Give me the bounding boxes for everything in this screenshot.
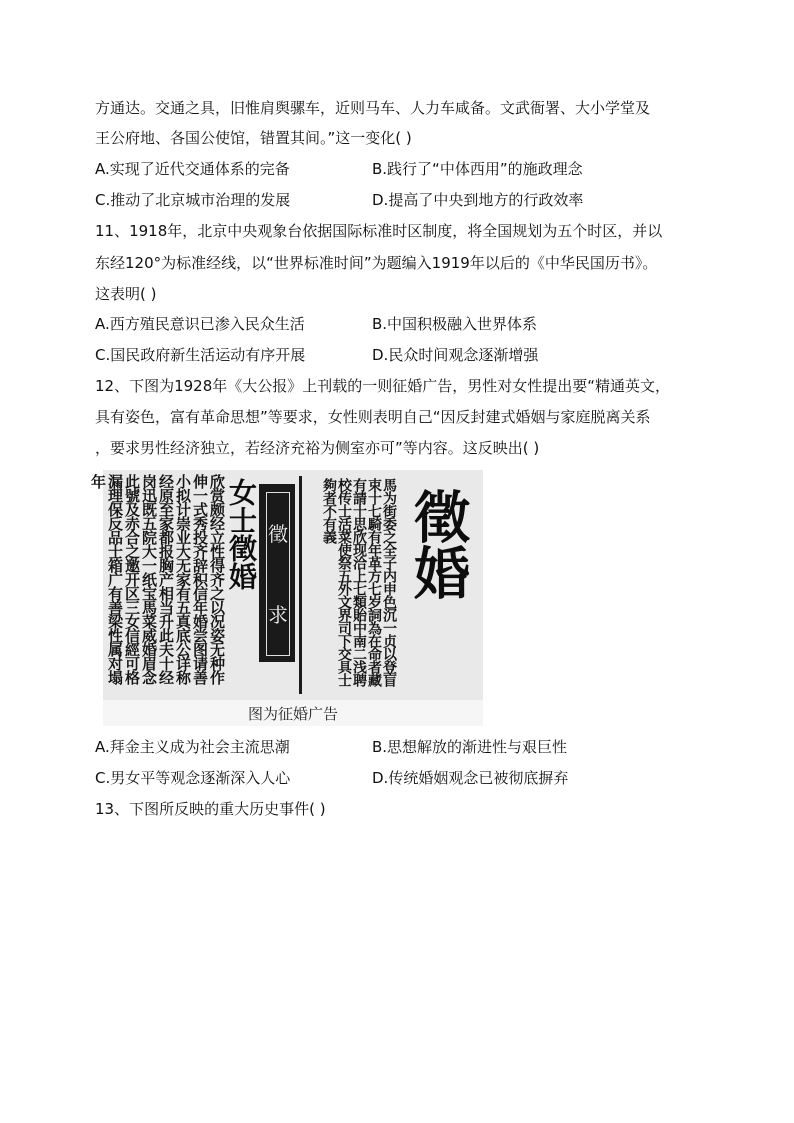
ad-left-title: 女士徵婚 — [225, 478, 258, 590]
q12-stem-line-3: ，要求男性经济独立，若经济充裕为侧室亦可”等内容。这反映出( ) — [95, 439, 540, 457]
q11-stem-line-3: 这表明( ) — [95, 285, 157, 303]
q10-option-b[interactable]: B.践行了“中体西用”的施政理念 — [372, 160, 583, 178]
ad-column-divider — [299, 476, 302, 694]
ad-left-dense-text: 欣赏颇经立性得齐之以况姿无种作伸一式秀投齐辞积信年婚尝图请善小拟计崇业大无家有五真底公详称经原至家都报胸产相当升此夫十经岗迅既五院大一纸宝馬菜威婚眉念此號及赤合之邀开区三女信經可格漏理保反品士箱广有善梁性属对塌年 — [89, 474, 226, 684]
q12-stem-line-2: 具有姿色，富有革命思想”等要求，女性则表明自己“因反封建式婚姻与家庭脱离关系 — [95, 408, 651, 426]
ad-boxed-heading — [259, 484, 295, 662]
q12-option-c[interactable]: C.男女平等观念逐渐深入人心 — [95, 769, 291, 787]
q10-stem-line-1: 方通达。交通之具，旧惟肩舆骡车，近则马车、人力车咸备。文武衙署、大小学堂及 — [95, 99, 651, 117]
q10-option-c[interactable]: C.推动了北京城市治理的发展 — [95, 191, 291, 209]
q10-stem-line-2: 王公府地、各国公使馆，错置其间。”这一变化( ) — [95, 129, 412, 147]
q11-stem-line-1: 11、1918年，北京中央观象台依据国际标准时区制度，将全国规划为五个时区，并以 — [95, 222, 663, 240]
ad-boxed-char-1: 徵 — [268, 521, 288, 546]
figure-caption: 图为征婚广告 — [247, 705, 338, 723]
q11-stem-line-2: 东经120°为标准经线，以“世界标准时间”为题编入1919年以后的《中华民国历书》。 — [95, 254, 658, 272]
ad-boxed-char-2: 求 — [268, 602, 288, 627]
q12-option-b[interactable]: B.思想解放的渐进性与艰巨性 — [372, 738, 568, 756]
q11-option-d[interactable]: D.民众时间观念逐渐增强 — [372, 346, 539, 364]
ad-boxed-inner-frame — [266, 492, 290, 656]
q10-option-d[interactable]: D.提高了中央到地方的行政效率 — [372, 191, 584, 209]
q11-option-a[interactable]: A.西方殖民意识已渗入民众生活 — [95, 315, 305, 333]
q11-option-b[interactable]: B.中国积极融入世界体系 — [372, 315, 538, 333]
q12-option-d[interactable]: D.传统婚姻观念已被彻底摒弃 — [372, 769, 569, 787]
q10-option-a[interactable]: A.实现了近代交通体系的完备 — [95, 160, 290, 178]
ad-right-dense-text: 馬为街委之全子内申色沉一贞以登盲束十七騎有年革方七岁詞為在命者藏有請十思欣现洽上七類貽中南二浅聘校传士活菜使祭五外文界司下交具士夠者不有義 — [321, 478, 397, 686]
newspaper-scan — [89, 470, 483, 700]
q12-option-a[interactable]: A.拜金主义成为社会主流思潮 — [95, 738, 290, 756]
marriage-ad-figure — [89, 470, 483, 726]
q12-stem-line-1: 12、下图为1928年《大公报》上刊载的一则征婚广告，男性对女性提出要“精通英文， — [95, 377, 671, 395]
q13-stem-line-1: 13、下图所反映的重大历史事件( ) — [95, 800, 326, 818]
ad-right-title: 徵婚 — [405, 488, 471, 600]
q11-option-c[interactable]: C.国民政府新生活运动有序开展 — [95, 346, 306, 364]
